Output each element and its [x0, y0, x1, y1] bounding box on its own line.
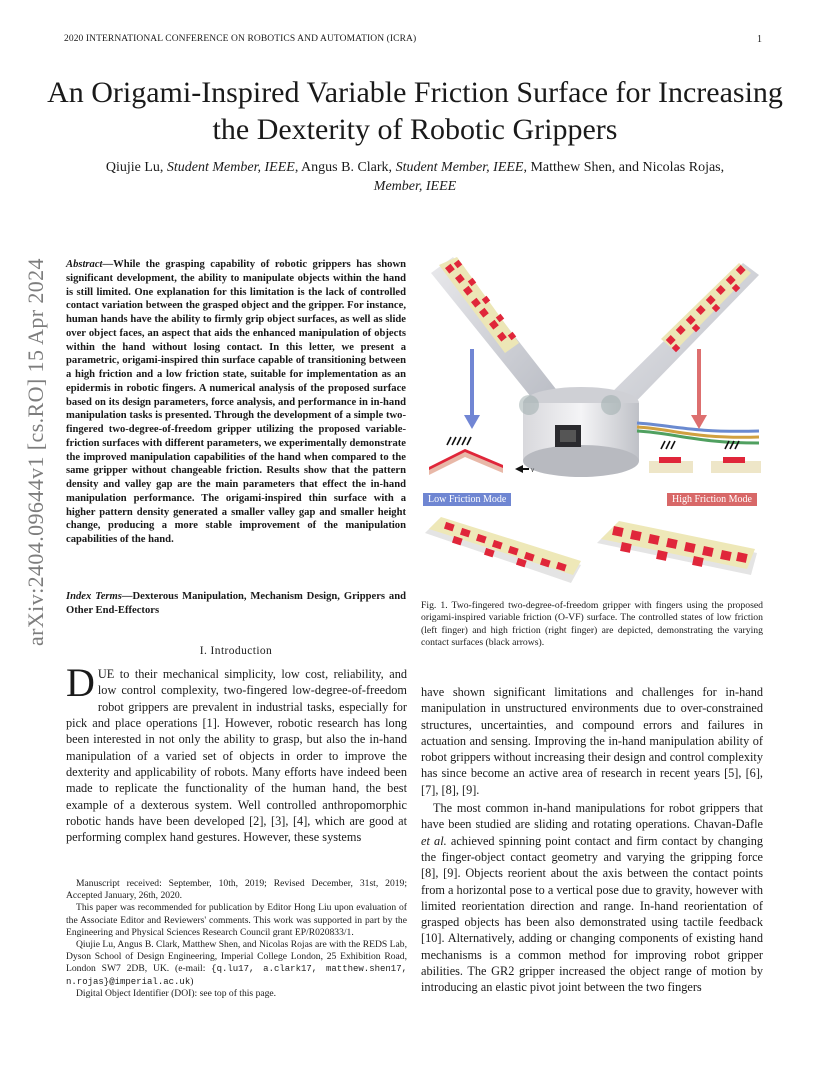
author-role: Student Member, IEEE: [395, 160, 524, 175]
footnote-doi: Digital Object Identifier (DOI): see top of this page.: [76, 987, 277, 999]
low-friction-photo: [425, 517, 581, 583]
footnote-received: Manuscript received: September, 10th, 2019; Revised December, 31st, 2019; Accepted January, 26th, 2020.: [66, 878, 407, 902]
arxiv-stamp: arXiv:2404.09644v1 [cs.RO] 15 Apr 2024: [23, 258, 48, 646]
footnote-affiliation: [66, 939, 407, 988]
paragraph-text: achieved spinning point contact and firm contact by changing the finger-object contact geometry and varying the gripping force [8], [9]. Objects reorient about the axis between the contact points from a horizontal pose to a vertical pose due to gravity, however with limited reorientation direction and range. In-hand reorientation of grasped objects has been also demonstrated using tactile feedback [10]. Alternatively, adding or changing components of existing hand mechanisms is a common method for improving robot gripper abilities. The GR2 gripper increased the object range of motion by introducing an elastic pivot joint between the two fingers: [421, 833, 763, 995]
gripper-figure: [421, 253, 763, 593]
velocity-label: v: [531, 466, 535, 474]
section-heading: I. Introduction: [199, 645, 273, 657]
abstract-label: Abstract: [66, 259, 103, 270]
left-finger: [431, 257, 559, 407]
paragraph: [421, 800, 763, 996]
high-friction-schematic: [649, 441, 761, 473]
drop-cap: D: [66, 660, 95, 705]
low-friction-schematic: [429, 437, 535, 475]
author-name: , Angus B. Clark,: [294, 160, 393, 175]
footnote-funding: This paper was recommended for publication by Editor Hong Liu upon evaluation of the Associate Editor and Reviewers' comments. This work was supported in part by the Engineering and Physical Sciences Research Council grant EP/R020833/1.: [66, 902, 407, 938]
low-friction-arrow: [464, 349, 480, 429]
abstract-text: —While the grasping capability of robotic grippers has shown significant development, the ability to manipulate objects within the hand is still limited. One explanation for this limitation is the lack of controlled contact variation between the grasped object and the gripper. For instance, human hands have the ability to firmly grip object surfaces, as well as slide over object faces, an aspect that aids the enhanced manipulation of objects within the hand without losing contact. In this letter, we present a parametric, origami-inspired thin surface capable of transitioning between a high friction and a low friction state, suitable for implementation as an epidermis in robotic fingers. A numerical analysis of the proposed surface based on its design parameters, force analysis, and performance in in-hand manipulation tasks is presented. Through the development of a simple two-fingered two-degree-of-freedom gripper utilizing the proposed variable-friction surfaces with different parameters, we experimentally demonstrate the improved manipulation capabilities of the hand when compared to the same gripper without changeable friction. Results show that the pattern density and valley gap are the main parameters that effect the in-hand manipulation performance. The origami-inspired thin surface with a higher pattern density generated a smaller valley gap and smaller height change, producing a more stable improvement of the manipulation capabilities of the hand.: [66, 259, 406, 545]
high-friction-arrow: [691, 349, 707, 429]
author-list: [60, 158, 770, 196]
page-number: 1: [757, 34, 762, 45]
right-column-text: [421, 684, 763, 996]
author-role: Student Member, IEEE: [166, 160, 295, 175]
intro-paragraph: [66, 660, 407, 846]
author-role: Member, IEEE: [373, 179, 457, 194]
high-friction-photo: [597, 521, 757, 575]
affiliation-end: ): [190, 975, 194, 987]
paragraph: have shown significant limitations and challenges for in-hand manipulation in unstructured environments due to over-constrained structures, uncertainties, and compound errors and failures in actuation and sensing. Improving the in-hand manipulation ability of robot grippers without increasing their design and control complexity has since become an active area of research in recent years [5], [6], [7], [8], [9].: [421, 685, 763, 797]
affiliation-text: Qiujie Lu, Angus B. Clark, Matthew Shen, and Nicolas Rojas are with the REDS Lab, Dyson School of Design Engineering, Imperial College London, 25 Exhibition Road, London SW7 2DB, UK. (e-mail:: [66, 939, 407, 975]
figure-1: [421, 253, 763, 593]
high-friction-label: High Friction Mode: [667, 493, 757, 506]
figure-caption: Fig. 1. Two-fingered two-degree-of-freedom gripper with fingers using the proposed origami-inspired variable friction (O-VF) surface. The controlled states of low friction (left finger) and high friction (right finger) are depicted, demonstrating the varying contact surfaces (black arrows).: [421, 600, 763, 648]
paragraph-text: The most common in-hand manipulations for robot grippers that have been studied are sliding and rotating operations. Chavan-Dafle: [421, 801, 763, 832]
et-al: et al.: [421, 833, 447, 848]
running-header: 2020 INTERNATIONAL CONFERENCE ON ROBOTICS AND AUTOMATION (ICRA): [64, 34, 417, 44]
intro-text: UE to their mechanical simplicity, low cost, reliability, and low control complexity, two-fingered low-degree-of-freedom robot grippers are prevalent in industrial tasks, especially for pick and place operations [1]. However, robotic research has long been interested in not only the ability to grasp, but also the in-hand manipulation of a varied set of objects in order to improve the dexterity and applicability of robots. Many efforts have indeed been made to replicate the functionality of the human hand, the best example of a dexterous system. Well controlled anthropomorphic robotic hands have been developed [2], [3], [4], which are good at performing complex hand gestures. However, these systems: [66, 667, 407, 845]
index-terms-label: Index Terms: [66, 591, 122, 602]
author-name: , Matthew Shen, and Nicolas Rojas,: [523, 160, 725, 175]
email-addresses: {q.lu17, a.clark17, matthew.shen17, n.rojas}@imperial.ac.uk: [66, 964, 408, 987]
low-friction-label: Low Friction Mode: [423, 493, 511, 506]
abstract: [66, 258, 406, 547]
footnotes: [66, 878, 407, 1000]
author-name: Qiujie Lu,: [105, 160, 164, 175]
paper-title: An Origami-Inspired Variable Friction Surface for Increasing the Dexterity of Robotic Grippers: [47, 76, 783, 146]
index-terms: [66, 590, 406, 618]
index-terms-text: —Dexterous Manipulation, Mechanism Design, Grippers and Other End-Effectors: [66, 591, 406, 616]
